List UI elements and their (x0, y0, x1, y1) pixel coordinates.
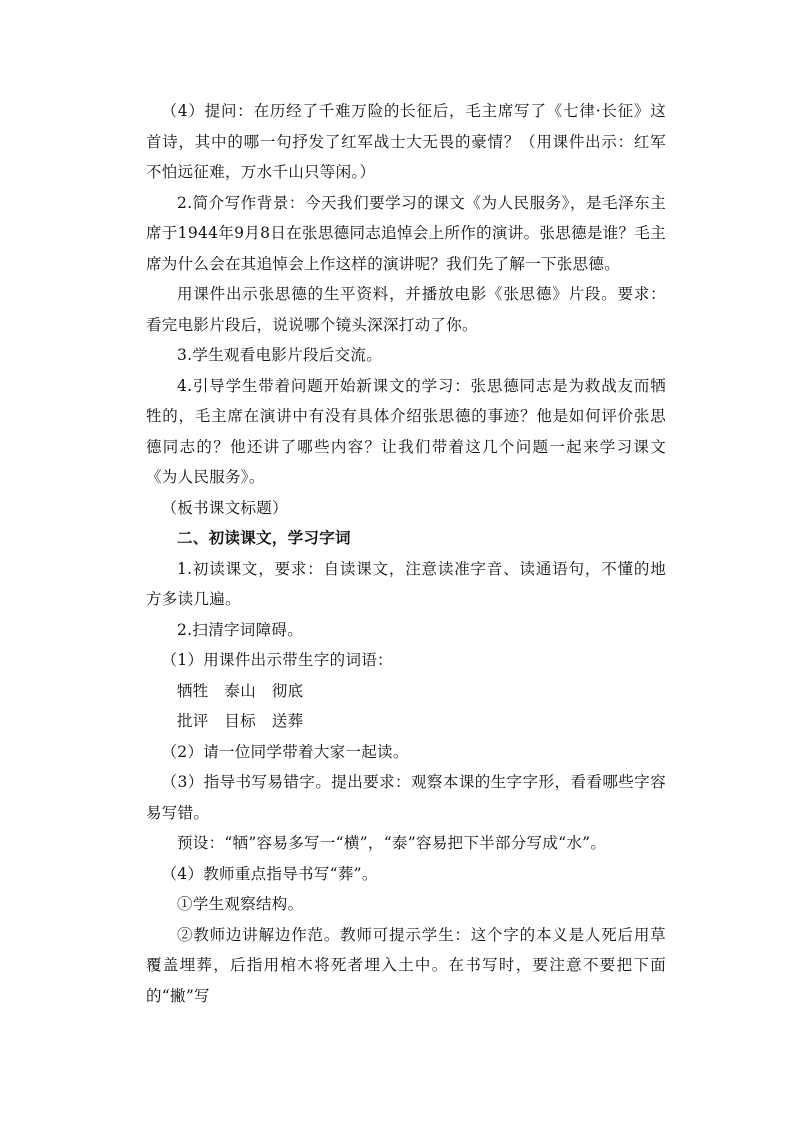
paragraph-clear-obstacles: 2.扫清字词障碍。 (177, 620, 303, 639)
paragraph-lead-reading: （2）请一位同学带着大家一起读。 (161, 742, 409, 761)
section-two-heading: 二、初读课文，学习字词 (177, 528, 351, 547)
paragraph-teacher-guide: （4）教师重点指导书写“葬”。 (161, 864, 378, 883)
paragraph-teacher-demo: ②教师边讲解边作范。教师可提示学生：这个字的本义是人死后用草覆盖埋葬，后指用棺木将死者埋入土中。在书写时，要注意不要把下面的“撇”写 (146, 925, 666, 1005)
paragraph-writing-guide: （3）指导书写易错字。提出要求：观察本课的生字字形，看看哪些字容易写错。 (146, 773, 666, 822)
paragraph-background: 2.简介写作背景：今天我们要学习的课文《为人民服务》，是毛泽东主席于1944年9月8日在张思德同志追悼会上所作的演讲。张思德是谁？毛主席为什么会在其追悼会上作这样的演讲呢？我们先了解一下张思德。 (146, 193, 666, 273)
paragraph-observe-structure: ①学生观察结构。 (177, 895, 304, 913)
paragraph-board-title: （板书课文标题） (161, 498, 288, 517)
words-row-2: 批评 目标 送葬 (177, 712, 304, 730)
paragraph-q4-question: （4）提问：在历经了千难万险的长征后，毛主席写了《七律·长征》这首诗，其中的哪一句抒发了红军战士大无畏的豪情？（用课件出示：红军不怕远征难，万水千山只等闲。） (146, 102, 666, 181)
lesson-plan-body (146, 96, 666, 1011)
paragraph-first-reading: 1.初读课文，要求：自读课文，注意读准字音、读通语句，不懂的地方多读几遍。 (146, 559, 666, 608)
words-row-1: 牺牲 泰山 彻底 (177, 681, 304, 700)
paragraph-show-words: （1）用课件出示带生字的词语： (161, 651, 393, 669)
paragraph-guide-new-text: 4.引导学生带着问题开始新课文的学习：张思德同志是为救战友而牺牲的，毛主席在演讲中有没有具体介绍张思德的事迹？他是如何评价张思德同志的？他还讲了哪些内容？让我们带着这几个问题一起来学习课文《为人民服务》。 (146, 376, 666, 486)
paragraph-watch-film: 3.学生观看电影片段后交流。 (177, 346, 382, 364)
paragraph-courseware: 用课件出示张思德的生平资料，并播放电影《张思德》片段。要求：看完电影片段后，说说哪个镜头深深打动了你。 (146, 285, 666, 334)
paragraph-presupposition: 预设：“牺”容易多写一“横”，“泰”容易把下半部分写成“水”。 (177, 834, 607, 852)
